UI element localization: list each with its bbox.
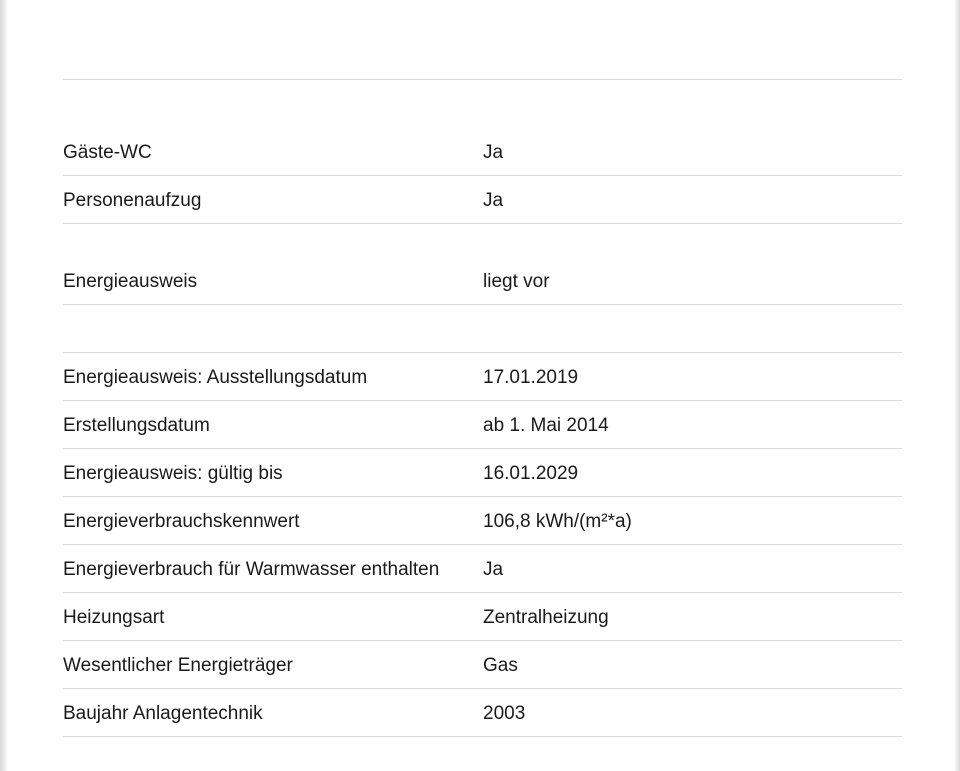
detail-value: Ja xyxy=(483,142,504,163)
detail-label: Energieverbrauch für Warmwasser enthalten xyxy=(63,559,440,580)
detail-label: Heizungsart xyxy=(63,607,165,628)
detail-row-energy-consumption xyxy=(63,497,902,545)
detail-row-certificate-issue-date xyxy=(63,353,902,401)
detail-label: Gäste-WC xyxy=(63,142,152,163)
detail-value: 17.01.2019 xyxy=(483,367,579,388)
detail-value: Ja xyxy=(483,190,504,211)
detail-row-energy-source xyxy=(63,641,902,689)
detail-label: Energieverbrauchskennwert xyxy=(63,511,300,532)
property-details-list xyxy=(63,79,902,737)
detail-label: Energieausweis: gültig bis xyxy=(63,463,283,484)
detail-label: Wesentlicher Energieträger xyxy=(63,655,293,676)
left-window-edge xyxy=(0,0,8,771)
detail-row-heating-type xyxy=(63,593,902,641)
detail-row-creation-date xyxy=(63,401,902,449)
detail-value: liegt vor xyxy=(483,271,550,292)
detail-label: Erstellungsdatum xyxy=(63,415,210,436)
detail-row-system-year xyxy=(63,689,902,737)
detail-row-guest-wc xyxy=(63,80,902,176)
detail-label: Energieausweis: Ausstellungsdatum xyxy=(63,367,368,388)
detail-label: Baujahr Anlagentechnik xyxy=(63,703,263,724)
detail-row-energy-certificate xyxy=(63,224,902,305)
detail-value: 106,8 kWh/(m²*a) xyxy=(483,511,632,532)
detail-label: Energieausweis xyxy=(63,271,198,292)
empty-divider-row xyxy=(63,305,902,353)
detail-row-hot-water-included xyxy=(63,545,902,593)
detail-value: Gas xyxy=(483,655,518,676)
right-window-edge xyxy=(954,0,960,771)
detail-value: ab 1. Mai 2014 xyxy=(483,415,609,436)
detail-row-elevator xyxy=(63,176,902,224)
detail-row-certificate-valid-until xyxy=(63,449,902,497)
detail-value: Zentralheizung xyxy=(483,607,609,628)
detail-label: Personenaufzug xyxy=(63,190,202,211)
detail-value: 2003 xyxy=(483,703,526,724)
detail-value: 16.01.2029 xyxy=(483,463,579,484)
detail-value: Ja xyxy=(483,559,504,580)
